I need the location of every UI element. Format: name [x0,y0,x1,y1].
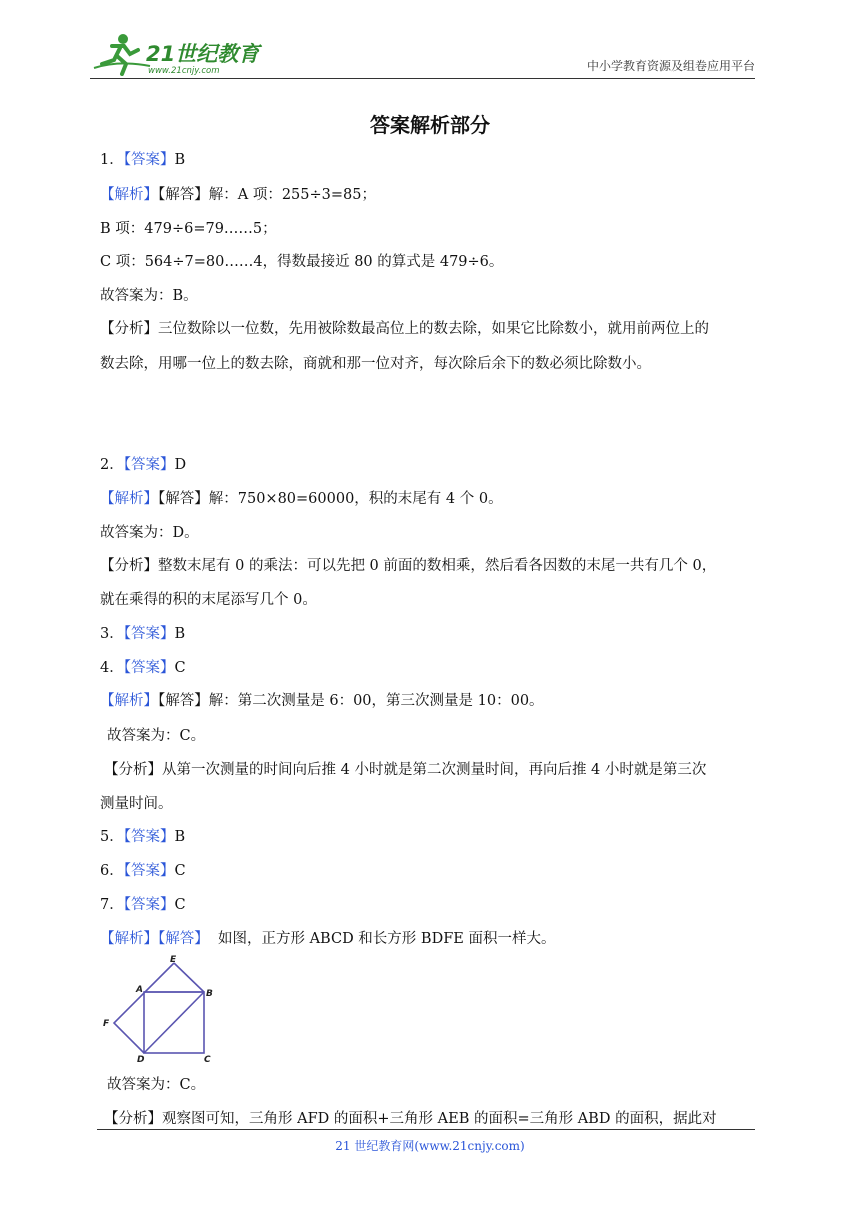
diagonal-bd [144,992,204,1053]
q5-number: 5． [100,829,124,845]
q7-jieda-tag: 【解答】 [158,931,209,947]
label-d: D [137,1055,145,1065]
q2-answer-line [100,456,186,474]
q4-analysis-2: 测量时间。 [100,796,173,812]
q3-answer: B [174,626,186,642]
q7-jieda-line [100,930,555,948]
q1-jieda-line [100,186,376,204]
q4-jiexi-tag: 【解析】 [100,693,158,709]
page-header [90,30,755,79]
q7-jieda: 如图，正方形 ABCD 和长方形 BDFE 面积一样大。 [217,931,556,947]
q3-answer-line [100,625,185,643]
q7-number: 7． [100,897,124,913]
q5-answer-tag: 【答案】 [123,829,175,845]
geometry-figure [100,954,218,1066]
q1-line-c: C 项：564÷7=80……4，得数最接近 80 的算式是 479÷6。 [100,254,504,270]
label-c: C [204,1055,211,1065]
q2-answer: D [174,457,187,473]
q6-number: 6． [100,863,124,879]
q4-jieda-line [100,692,544,710]
q1-jiexi-tag: 【解析】 [100,187,158,203]
q2-jiexi-tag: 【解析】 [100,491,158,507]
q7-answer: C [174,897,186,913]
q6-answer-tag: 【答案】 [123,863,175,879]
page-title: 答案解析部分 [370,113,490,137]
platform-name: 中小学教育资源及组卷应用平台 [586,59,755,73]
q7-analysis-1: 【分析】观察图可知，三角形 AFD 的面积+三角形 AEB 的面积=三角形 ABD 的面积，据此对 [104,1111,717,1127]
q2-number: 2． [100,457,124,473]
q4-jieda: 【解答】解：第二次测量是 6：00，第三次测量是 10：00。 [158,693,544,709]
q7-conclusion: 故答案为：C。 [107,1077,206,1093]
q1-number: 1． [100,152,124,168]
q6-answer: C [174,863,186,879]
logo-text: 21世纪教育 [146,42,260,66]
q7-jiexi-tag: 【解析】 [100,931,158,947]
q4-answer-line [100,659,186,677]
label-f: F [103,1019,110,1029]
logo [90,30,270,76]
q4-number: 4． [100,660,124,676]
footer-divider [97,1129,755,1130]
q1-conclusion: 故答案为：B。 [100,288,198,304]
q2-answer-tag: 【答案】 [123,457,175,473]
edge-eb [174,963,204,992]
label-a: A [136,985,143,995]
runner-icon [94,34,150,74]
q1-answer-line [100,151,185,169]
q7-answer-tag: 【答案】 [123,897,175,913]
q1-answer-tag: 【答案】 [123,152,175,168]
q2-conclusion: 故答案为：D。 [100,525,199,541]
q3-answer-tag: 【答案】 [123,626,175,642]
q1-jieda: 【解答】解：A 项：255÷3=85； [158,187,376,203]
q1-line-b: B 项：479÷6=79……5； [100,221,277,237]
q4-conclusion: 故答案为：C。 [107,728,206,744]
logo-url: www.21cnjy.com [148,66,220,76]
q1-answer: B [174,152,186,168]
footer-site[interactable]: 21 世纪教育网(www.21cnjy.com) [335,1139,525,1153]
q5-answer-line [100,828,185,846]
label-e: E [170,955,177,965]
label-b: B [206,989,213,999]
q5-answer: B [174,829,186,845]
q3-number: 3． [100,626,124,642]
q4-answer: C [174,660,186,676]
q7-answer-line [100,896,186,914]
q2-analysis-1: 【分析】整数末尾有 0 的乘法：可以先把 0 前面的数相乘，然后看各因数的末尾一共有几个 0， [100,558,717,574]
q2-jieda-line [100,490,503,508]
q2-analysis-2: 就在乘得的积的末尾添写几个 0。 [100,592,317,608]
q6-answer-line [100,862,186,880]
q4-analysis-1: 【分析】从第一次测量的时间向后推 4 小时就是第二次测量时间，再向后推 4 小时就是第三次 [104,762,707,778]
q1-analysis-1: 【分析】三位数除以一位数，先用被除数最高位上的数去除，如果它比除数小，就用前两位上的 [100,321,709,337]
q1-analysis-2: 数去除，用哪一位上的数去除，商就和那一位对齐，每次除后余下的数必须比除数小。 [100,356,651,372]
q4-answer-tag: 【答案】 [123,660,175,676]
q2-jieda: 【解答】解：750×80=60000，积的末尾有 4 个 0。 [158,491,503,507]
